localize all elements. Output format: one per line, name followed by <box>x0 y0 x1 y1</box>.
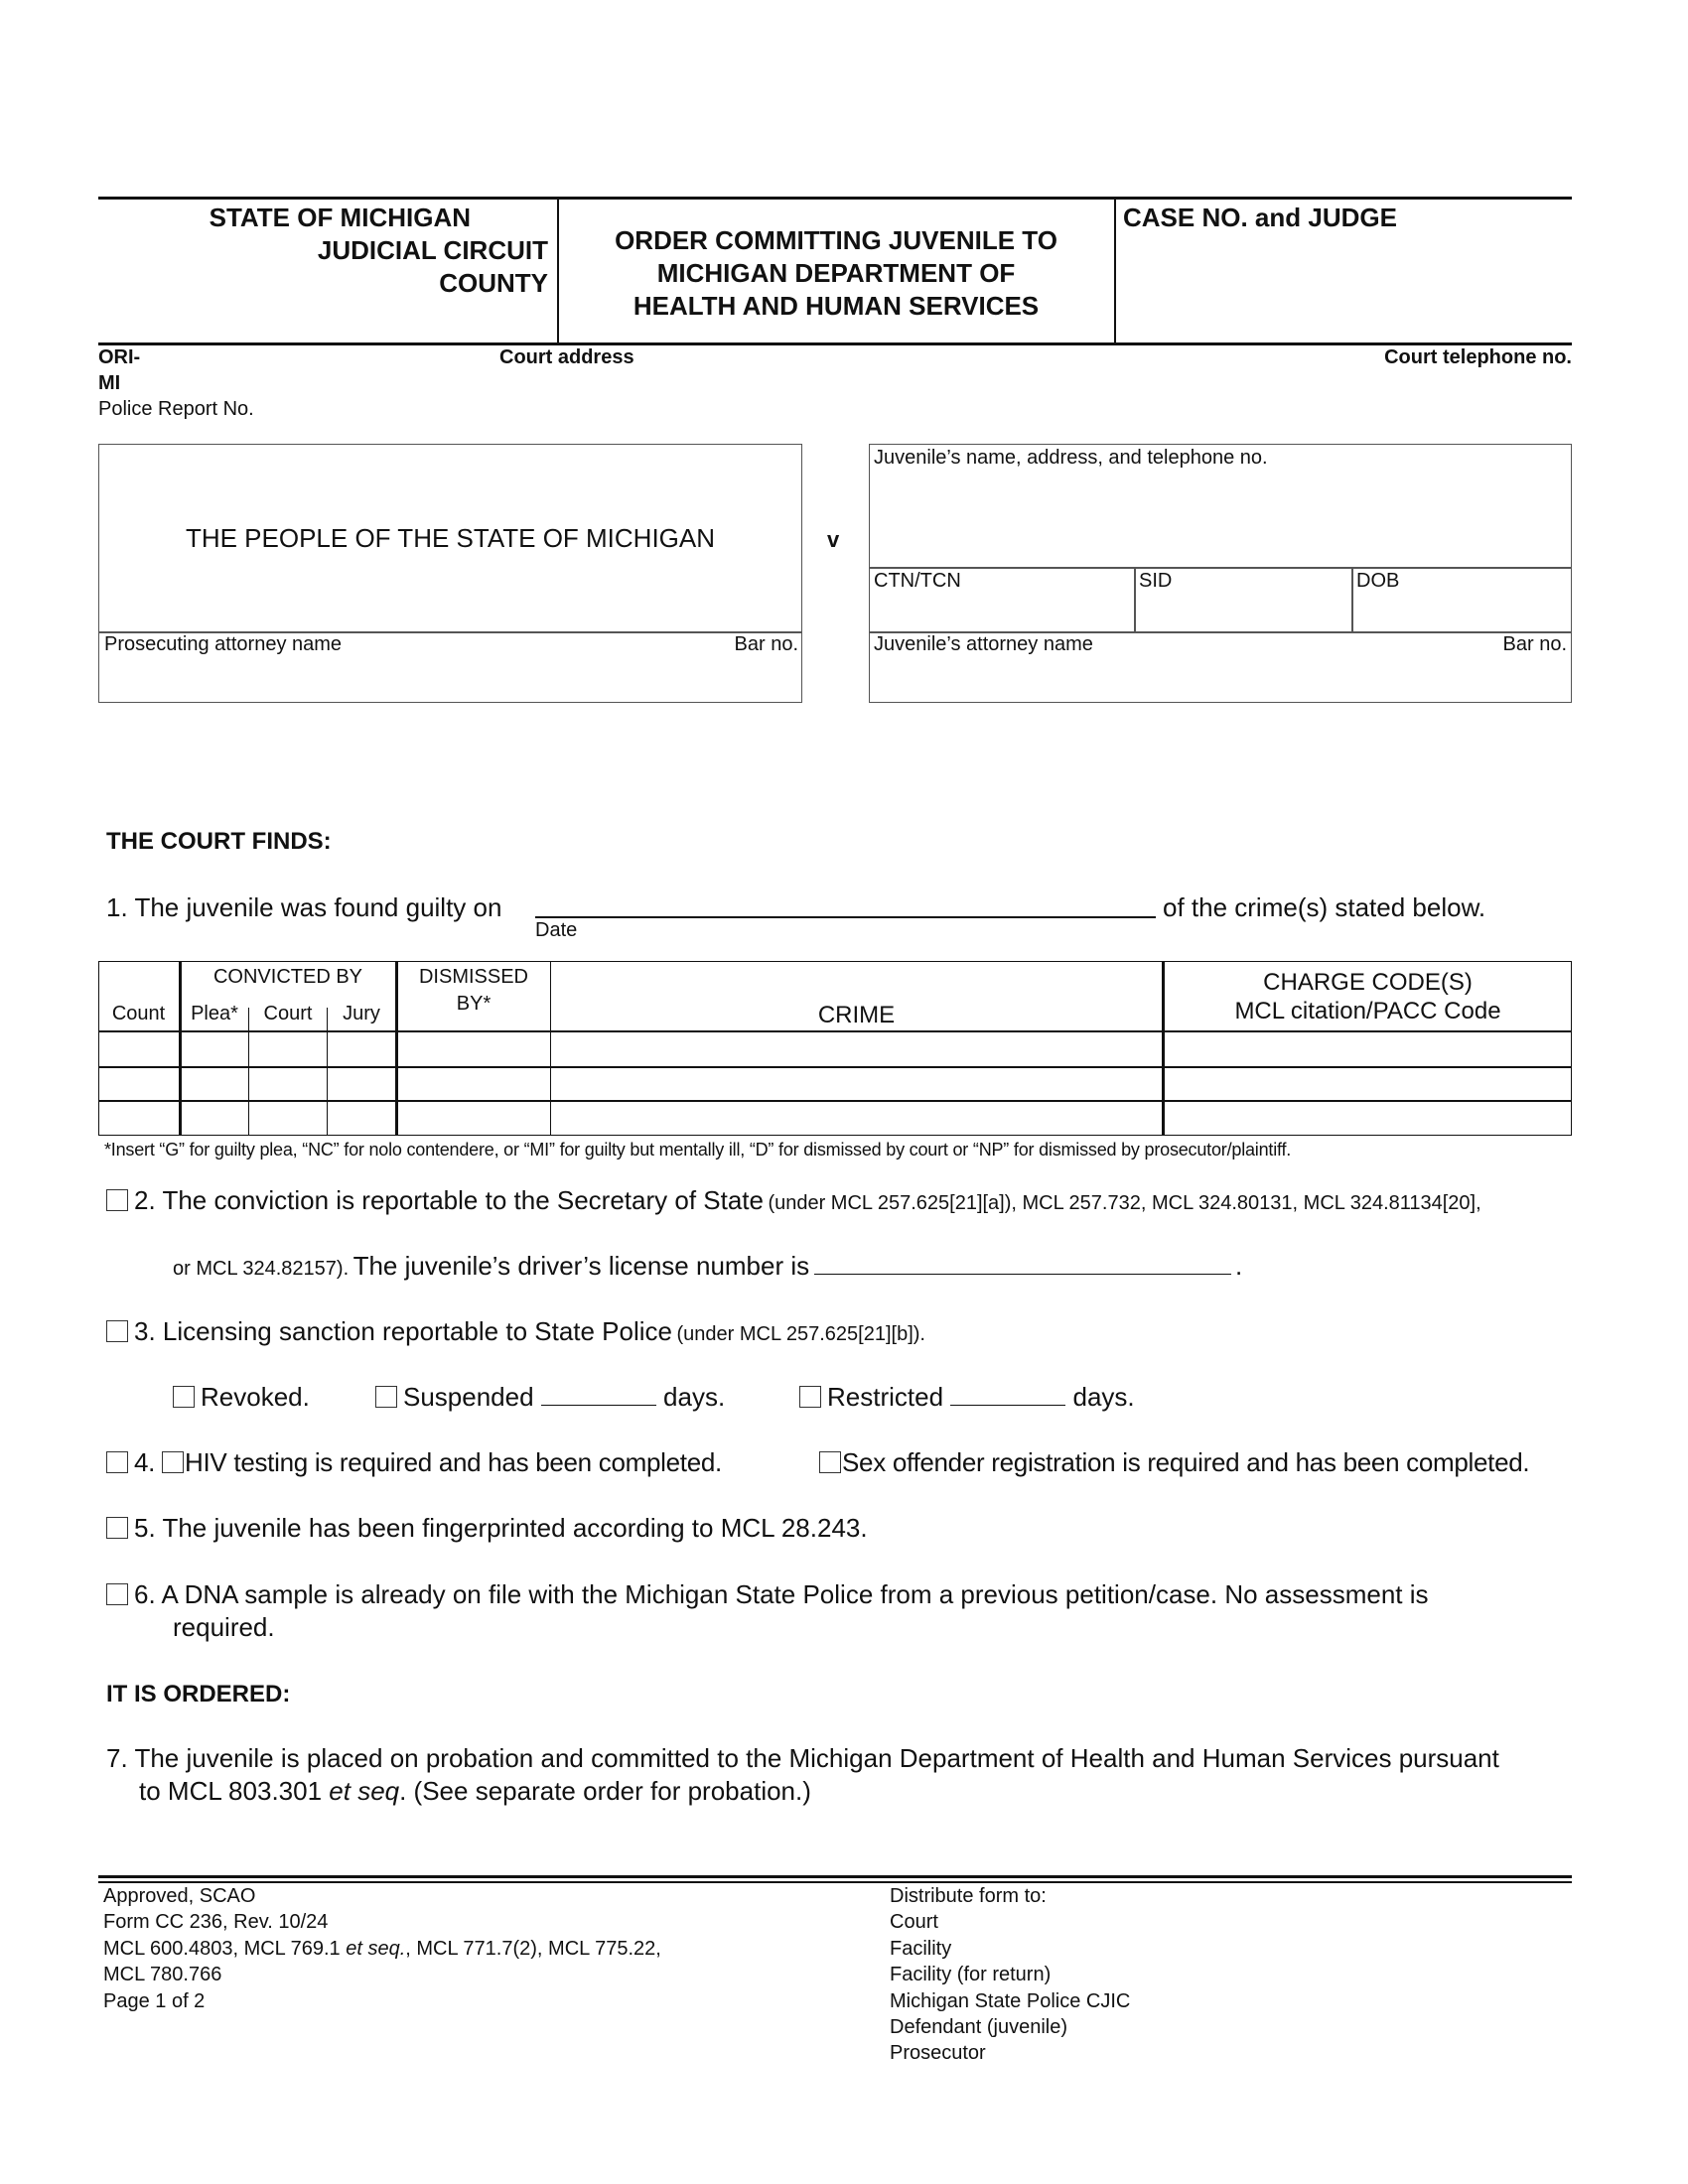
case-label: CASE NO. and JUDGE <box>1123 203 1397 232</box>
divider <box>1134 567 1136 632</box>
text: , MCL 771.7(2), MCL 775.22, <box>405 1937 661 1960</box>
distribute-item: Prosecutor <box>890 2042 986 2065</box>
restricted-label: Restricted <box>827 1382 944 1412</box>
hiv-label: HIV testing is required and has been completed. <box>185 1447 722 1477</box>
item-3-text: 3. Licensing sanction reportable to State Police <box>134 1316 673 1346</box>
sex-offender-option <box>819 1447 1529 1478</box>
col-plea: Plea* <box>191 1003 238 1024</box>
item-5-checkbox[interactable] <box>106 1517 128 1539</box>
divider <box>550 961 551 1135</box>
state-label: STATE OF MICHIGAN <box>209 203 471 232</box>
item-4-checkbox[interactable] <box>106 1451 128 1473</box>
item-6-line2: required. <box>173 1612 275 1642</box>
distribute-item: Facility <box>890 1937 952 1960</box>
item-6 <box>106 1579 1429 1610</box>
form-number: Form CC 236, Rev. 10/24 <box>103 1911 329 1934</box>
top-rule <box>98 197 1572 200</box>
col-court: Court <box>263 1003 313 1024</box>
footer-rule <box>98 1875 1572 1878</box>
text: et seq. <box>346 1937 406 1960</box>
text: MCL 600.4803, MCL 769.1 <box>103 1937 341 1960</box>
license-number-field[interactable] <box>814 1252 1231 1275</box>
col-jury: Jury <box>343 1003 380 1024</box>
mcl-citations-2: MCL 780.766 <box>103 1964 222 1986</box>
circuit-label: JUDICIAL CIRCUIT <box>317 235 548 265</box>
days-label: days. <box>1072 1382 1135 1412</box>
mi-label: MI <box>98 372 121 394</box>
item-2-text: 2. The conviction is reportable to the Secretary of State <box>134 1185 764 1215</box>
license-label: The juvenile’s driver’s license number is <box>352 1251 810 1281</box>
item-4-number: 4. <box>134 1447 156 1477</box>
court-finds-heading: THE COURT FINDS: <box>106 828 332 855</box>
suspended-label: Suspended <box>403 1382 534 1412</box>
juvenile-name-field[interactable]: Juvenile’s name, address, and telephone no. <box>874 447 1268 469</box>
restricted-checkbox[interactable] <box>799 1386 821 1408</box>
item-6-checkbox[interactable] <box>106 1583 128 1605</box>
ctn-field[interactable]: CTN/TCN <box>874 570 961 592</box>
approved-label: Approved, SCAO <box>103 1885 256 1907</box>
ordered-heading: IT IS ORDERED: <box>106 1681 291 1707</box>
item-2-citation-end: or MCL 324.82157). <box>173 1258 350 1280</box>
item-3-citation: (under MCL 257.625[21][b]). <box>676 1323 925 1345</box>
col-convicted-by: CONVICTED BY <box>212 966 363 988</box>
item-1-text: 1. The juvenile was found guilty on <box>106 892 502 922</box>
item-4 <box>106 1447 722 1478</box>
page-number: Page 1 of 2 <box>103 1989 206 2012</box>
text: . (See separate order for probation.) <box>399 1776 811 1806</box>
table-footnote: *Insert “G” for guilty plea, “NC” for nolo contendere, or “MI” for guilty but mentally ill, “D” for dismissed by court or “NP” for dismissed by prosecutor/plaintiff. <box>104 1140 1292 1160</box>
item-5 <box>106 1513 868 1544</box>
sanction-options <box>173 1382 310 1413</box>
people-label: THE PEOPLE OF THE STATE OF MICHIGAN <box>185 523 716 553</box>
item-2-citation: (under MCL 257.625[21][a]), MCL 257.732, MCL 324.80131, MCL 324.81134[20], <box>768 1192 1481 1214</box>
restricted-days-field[interactable] <box>950 1383 1065 1406</box>
versus-label: v <box>827 527 840 552</box>
form-title <box>559 224 1113 323</box>
ori-label: ORI- <box>98 346 141 368</box>
suspended-days-field[interactable] <box>541 1383 656 1406</box>
suspended-option <box>375 1382 725 1413</box>
divider <box>869 567 1572 569</box>
item-3-checkbox[interactable] <box>106 1320 128 1342</box>
text: et seq <box>329 1776 400 1806</box>
item-1-end: of the crime(s) stated below. <box>1163 892 1486 922</box>
distribute-item: Defendant (juvenile) <box>890 2016 1067 2039</box>
col-dismissed: DISMISSED <box>418 966 529 988</box>
revoked-label: Revoked. <box>201 1382 310 1412</box>
revoked-checkbox[interactable] <box>173 1386 195 1408</box>
distribution-list <box>890 1883 1130 2067</box>
divider <box>98 1066 1572 1068</box>
hiv-checkbox[interactable] <box>162 1451 184 1473</box>
distribute-item: Facility (for return) <box>890 1964 1052 1986</box>
suspended-checkbox[interactable] <box>375 1386 397 1408</box>
police-report-label: Police Report No. <box>98 398 254 420</box>
restricted-option <box>799 1382 1135 1413</box>
dob-field[interactable]: DOB <box>1356 570 1400 592</box>
col-crime: CRIME <box>817 1002 896 1028</box>
footer-left <box>103 1883 661 2014</box>
item-2-line2 <box>173 1251 1242 1282</box>
item-2-checkbox[interactable] <box>106 1189 128 1211</box>
item-6-text: 6. A DNA sample is already on file with the Michigan State Police from a previous petition/case. No assessment is <box>134 1579 1429 1609</box>
county-label: COUNTY <box>439 268 548 298</box>
title-line: HEALTH AND HUMAN SERVICES <box>633 291 1040 321</box>
item-5-text: 5. The juvenile has been fingerprinted according to MCL 28.243. <box>134 1513 868 1543</box>
col-charge-code: CHARGE CODE(S) <box>1263 969 1473 996</box>
mcl-citations <box>103 1936 661 1962</box>
divider <box>248 1008 249 1135</box>
juvenile-attorney-field[interactable]: Juvenile’s attorney name <box>874 633 1093 655</box>
col-mcl-citation: MCL citation/PACC Code <box>1234 998 1501 1024</box>
item-3 <box>106 1316 925 1347</box>
divider <box>98 1100 1572 1102</box>
title-line: MICHIGAN DEPARTMENT OF <box>656 258 1016 288</box>
bar-no-label: Bar no. <box>1502 633 1567 655</box>
sex-offender-label: Sex offender registration is required and has been completed. <box>842 1447 1530 1477</box>
distribute-item: Court <box>890 1911 938 1934</box>
period: . <box>1235 1251 1243 1281</box>
court-address-label: Court address <box>499 346 634 368</box>
text: to MCL 803.301 <box>139 1776 323 1806</box>
sid-field[interactable]: SID <box>1139 570 1173 592</box>
days-label: days. <box>663 1382 726 1412</box>
bar-no-label: Bar no. <box>734 633 798 655</box>
header-rule <box>98 342 1572 345</box>
divider <box>327 1008 328 1135</box>
date-label: Date <box>535 919 578 941</box>
prosecutor-name-field[interactable]: Prosecuting attorney name <box>104 633 343 655</box>
title-line: ORDER COMMITTING JUVENILE TO <box>615 225 1057 255</box>
divider <box>98 1030 1572 1032</box>
court-telephone-label: Court telephone no. <box>1384 346 1572 368</box>
juvenile-box <box>869 444 1572 703</box>
col-count: Count <box>111 1003 166 1024</box>
divider <box>1114 199 1116 343</box>
date-field[interactable] <box>535 916 1156 918</box>
col-dismissed-by: BY* <box>456 993 492 1015</box>
item-7-text: 7. The juvenile is placed on probation and committed to the Michigan Department of Health and Human Services pursuant <box>106 1743 1499 1773</box>
distribute-item: Michigan State Police CJIC <box>890 1989 1131 2012</box>
divider <box>1351 567 1353 632</box>
prosecution-box <box>98 444 802 703</box>
item-2 <box>106 1185 1481 1216</box>
sex-offender-checkbox[interactable] <box>819 1451 841 1473</box>
distribute-heading: Distribute form to: <box>890 1885 1047 1907</box>
item-7-line2 <box>139 1776 811 1807</box>
